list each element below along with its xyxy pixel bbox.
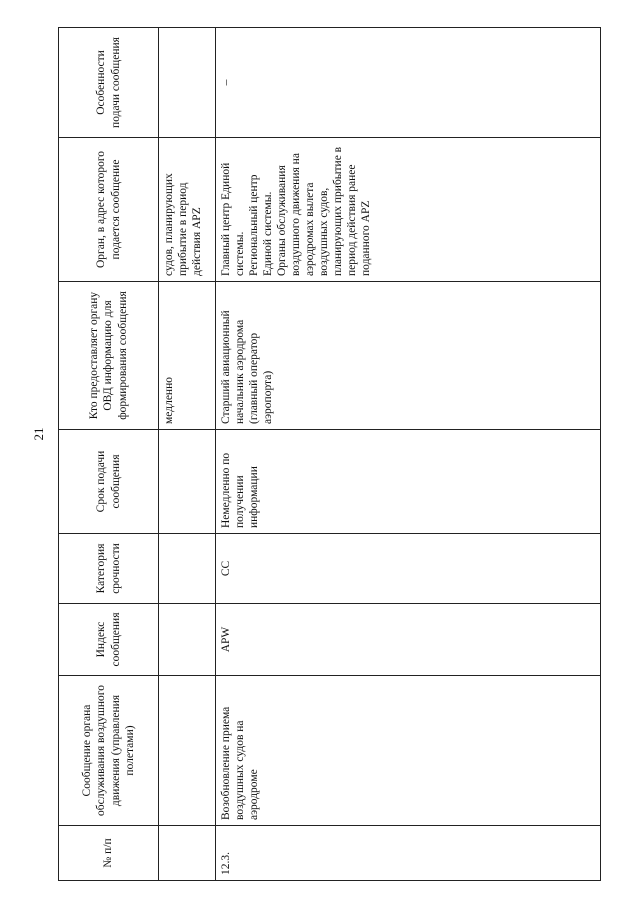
header-deadline: Срок подачи сообщения	[59, 430, 159, 534]
cont-index	[159, 604, 216, 676]
table-area	[58, 28, 600, 881]
row-deadline: Немедленно по получении информации	[216, 430, 601, 534]
cont-provider: медленно	[159, 282, 216, 430]
row-features: –	[216, 28, 601, 138]
rotated-table-wrapper	[58, 28, 600, 881]
header-recipient: Орган, в адрес которого подается сообщение	[59, 138, 159, 282]
continuation-row	[159, 28, 216, 881]
row-recipient	[216, 138, 601, 282]
row-message: Возобновление приема воздушных судов на аэродроме	[216, 676, 601, 826]
header-index: Индекс сообщения	[59, 604, 159, 676]
header-urgency: Категория срочности	[59, 534, 159, 604]
row-index: APW	[216, 604, 601, 676]
cont-deadline	[159, 430, 216, 534]
recipient-line: Органы обслуживания воздушного движения на аэродромах вылета воздушных судов, планирующих прибытие в период действия ранее поданного APZ	[276, 146, 373, 276]
message-table	[58, 27, 601, 881]
row-urgency: СС	[216, 534, 601, 604]
header-features: Особенности подачи сообщения	[59, 28, 159, 138]
header-provider: Кто предоставляет органу ОВД информацию для формирования сообщения	[59, 282, 159, 430]
table-row	[216, 28, 601, 881]
header-num: № п/п	[59, 826, 159, 881]
header-message: Сообщение органа обслуживания воздушного движения (управления полетами)	[59, 676, 159, 826]
recipient-line: Главный центр Единой системы.	[220, 162, 247, 276]
cont-urgency	[159, 534, 216, 604]
recipient-line: Региональный центр Единой системы.	[248, 174, 275, 276]
cont-message	[159, 676, 216, 826]
page-number: 21	[31, 427, 46, 441]
cont-features	[159, 28, 216, 138]
row-num: 12.3.	[216, 826, 601, 881]
cont-recipient: судов, планирующих прибытие в период действия APZ	[159, 138, 216, 282]
row-provider: Старший авиационный начальник аэродрома (главный оператор аэропорта)	[216, 282, 601, 430]
cont-num	[159, 826, 216, 881]
header-row	[59, 28, 159, 881]
